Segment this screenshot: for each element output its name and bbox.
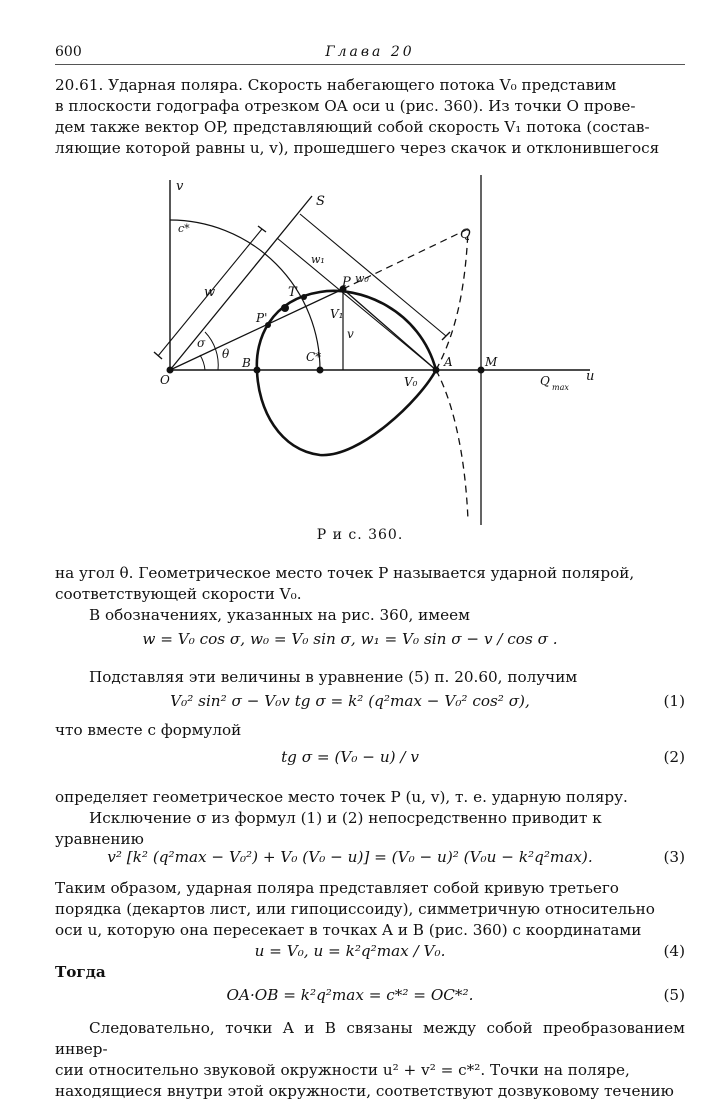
text-line: определяет геометрическое место точек P (u, v), т. е. ударную поляру. xyxy=(55,788,628,806)
paragraph-elimination xyxy=(55,787,685,850)
text-line: оси u, которую она пересекает в точках A и B (рис. 360) с координатами xyxy=(55,921,642,939)
text-line: Исключение σ из формул (1) и (2) непосредственно приводит к xyxy=(89,809,602,827)
label-q-max: Q xyxy=(540,374,550,388)
equation-w xyxy=(55,630,685,652)
equation-w-formula: w = V₀ cos σ, w₀ = V₀ sin σ, w₁ = V₀ sin σ − v / cos σ . xyxy=(142,630,558,648)
chapter-title: Глава 20 xyxy=(325,44,415,60)
sonic-circle-arc xyxy=(170,220,320,370)
equation-2-number: (2) xyxy=(663,748,685,766)
label-v-seg: v xyxy=(347,327,354,341)
paragraph-third-order xyxy=(55,878,685,941)
point-a xyxy=(433,367,440,374)
equation-5-formula: OA·OB = k²q²max = c*² = OC*². xyxy=(226,986,474,1004)
point-mid xyxy=(281,304,289,312)
equation-4 xyxy=(55,942,685,964)
text-line: Таким образом, ударная поляра представляет собой кривую третьего xyxy=(55,879,619,897)
label-m: M xyxy=(485,355,498,369)
equation-3 xyxy=(55,848,685,870)
equation-2 xyxy=(55,748,685,770)
equation-2-formula: tg σ = (V₀ − u) / v xyxy=(281,748,419,766)
label-p: P xyxy=(342,275,351,290)
label-w: w xyxy=(204,285,216,300)
label-w1: w₁ xyxy=(311,253,325,266)
text-line: дем также вектор OP, представляющий собой скорость V₁ потока (состав- xyxy=(55,118,650,136)
perp-to-a xyxy=(277,238,436,370)
equation-3-formula: v² [k² (q²max − V₀²) + V₀ (V₀ − u)] = (V₀ − u)² (V₀u − k²q²max). xyxy=(107,848,593,866)
label-u: u xyxy=(586,369,595,384)
equation-4-number: (4) xyxy=(663,942,685,960)
point-b xyxy=(254,367,261,374)
label-v: v xyxy=(176,179,184,194)
paragraph-polar-definition xyxy=(55,563,685,626)
label-c-star: c* xyxy=(178,222,190,235)
point-t xyxy=(301,294,307,300)
label-o: O xyxy=(160,373,170,387)
label-b: B xyxy=(242,356,251,370)
text-line: В обозначениях, указанных на рис. 360, имеем xyxy=(89,606,470,624)
text-line: Следовательно, точки A и B связаны между собой преобразованием инвер- xyxy=(55,1019,685,1058)
equation-1-number: (1) xyxy=(663,692,685,710)
text-line: порядка (декартов лист, или гипоциссоиду), симметричную относительно xyxy=(55,900,655,918)
equation-5-number: (5) xyxy=(663,986,685,1004)
equation-3-number: (3) xyxy=(663,848,685,866)
text-line: ляющие которой равны u, v), прошедшего через скачок и отклонившегося xyxy=(55,139,660,157)
text-line: сии относительно звуковой окружности u² + v² = c*². Точки на поляре, xyxy=(55,1061,630,1079)
shock-polar-loop xyxy=(257,291,436,455)
paragraph-with-formula: что вместе с формулой xyxy=(55,721,242,739)
label-sigma: σ xyxy=(197,336,206,350)
label-p-prime: P' xyxy=(256,311,268,325)
label-t: T xyxy=(288,285,297,300)
equation-5 xyxy=(55,986,685,1008)
label-v1: V₁ xyxy=(330,307,344,321)
paragraph-substitute: Подставляя эти величины в уравнение (5) п. 20.60, получим xyxy=(89,668,578,686)
point-c-star xyxy=(317,367,324,374)
label-v0: V₀ xyxy=(404,375,418,389)
label-w0: w₀ xyxy=(355,272,369,285)
paragraph-inversion xyxy=(55,1018,685,1102)
label-q-max-sub: max xyxy=(552,383,569,392)
theta-arc xyxy=(200,355,205,370)
point-m xyxy=(478,367,485,374)
text-line: находящиеся внутри этой окружности, соответствуют дозвуковому течению xyxy=(55,1082,674,1100)
page-number: 600 xyxy=(55,44,82,60)
equation-4-formula: u = V₀, u = k²q²max / V₀. xyxy=(254,942,446,960)
paragraph-then: Тогда xyxy=(55,963,106,981)
label-a: A xyxy=(444,355,453,369)
text-line: 20.61. Ударная поляра. Скорость набегающего потока V₀ представим xyxy=(55,76,617,94)
label-s: S xyxy=(316,194,325,209)
label-c-star-point: C* xyxy=(306,350,322,364)
label-theta: θ xyxy=(222,347,230,361)
dashed-branch-lower xyxy=(436,370,468,520)
text-line: на угол θ. Геометрическое место точек P называется ударной полярой, xyxy=(55,564,635,582)
text-line: уравнению xyxy=(55,830,144,848)
text-line: в плоскости годографа отрезком OA оси u (рис. 360). Из точки O прове- xyxy=(55,97,636,115)
text-line: соответствующей скорости V₀. xyxy=(55,585,302,603)
dashed-branch-upper xyxy=(436,230,468,370)
equation-1 xyxy=(55,692,685,714)
figure-caption: Р и с. 360. xyxy=(316,527,404,543)
equation-1-formula: V₀² sin² σ − V₀v tg σ = k² (q²max − V₀² cos² σ), xyxy=(170,692,530,710)
label-q: Q xyxy=(460,227,471,242)
